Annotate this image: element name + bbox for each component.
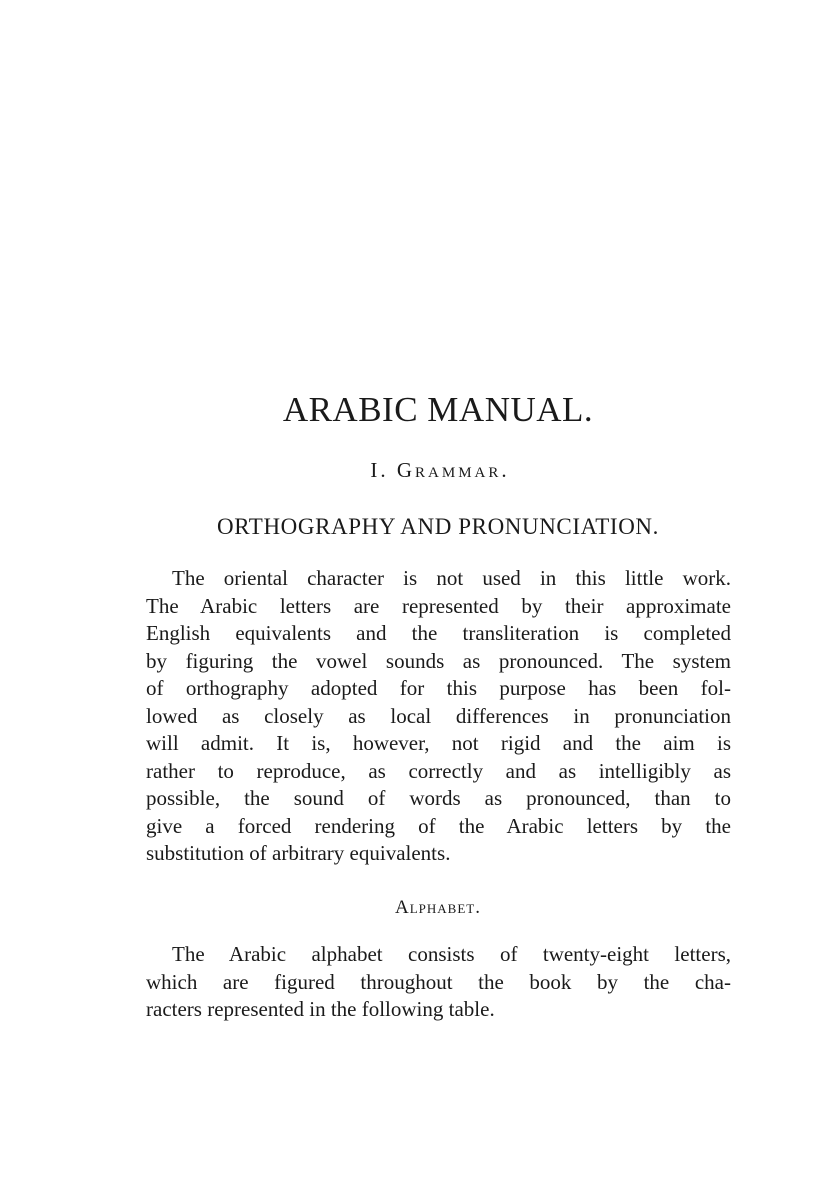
paragraph-line: possible, the sound of words as pronounced, than to <box>146 786 731 810</box>
paragraph-line: The Arabic letters are represented by their approximate <box>146 593 731 618</box>
paragraph-line: lowed as closely as local differences in pronunciation <box>146 703 731 728</box>
part-heading-text: I. Grammar. <box>370 458 510 482</box>
paragraph-line: The oriental character is not used in this little work. <box>172 566 731 590</box>
paragraph-line: give a forced rendering of the Arabic letters by the <box>146 813 731 838</box>
paragraph-line: by figuring the vowel sounds as pronounced. The system <box>146 648 731 673</box>
paragraph-line: which are figured throughout the book by the cha- <box>146 969 731 994</box>
paragraph-line: racters represented in the following table. <box>146 997 495 1021</box>
page-title: ARABIC MANUAL. <box>282 390 594 429</box>
paragraph-line: of orthography adopted for this purpose has been fol- <box>146 676 731 700</box>
paragraph-line: will admit. It is, however, not rigid and the aim is <box>146 731 731 755</box>
paragraph-line: rather to reproduce, as correctly and as intelligibly as <box>146 758 731 783</box>
paragraph-line: The Arabic alphabet consists of twenty-eight letters, <box>172 942 731 966</box>
orthography-paragraph <box>146 565 731 868</box>
paragraph-line: substitution of arbitrary equivalents. <box>146 841 451 865</box>
part-heading <box>0 456 840 484</box>
paragraph-line: English equivalents and the transliteration is completed <box>146 621 731 645</box>
alphabet-paragraph <box>146 941 731 1024</box>
section-heading: ORTHOGRAPHY AND PRONUNCIATION. <box>217 514 659 539</box>
alphabet-heading: Alphabet. <box>395 897 481 918</box>
